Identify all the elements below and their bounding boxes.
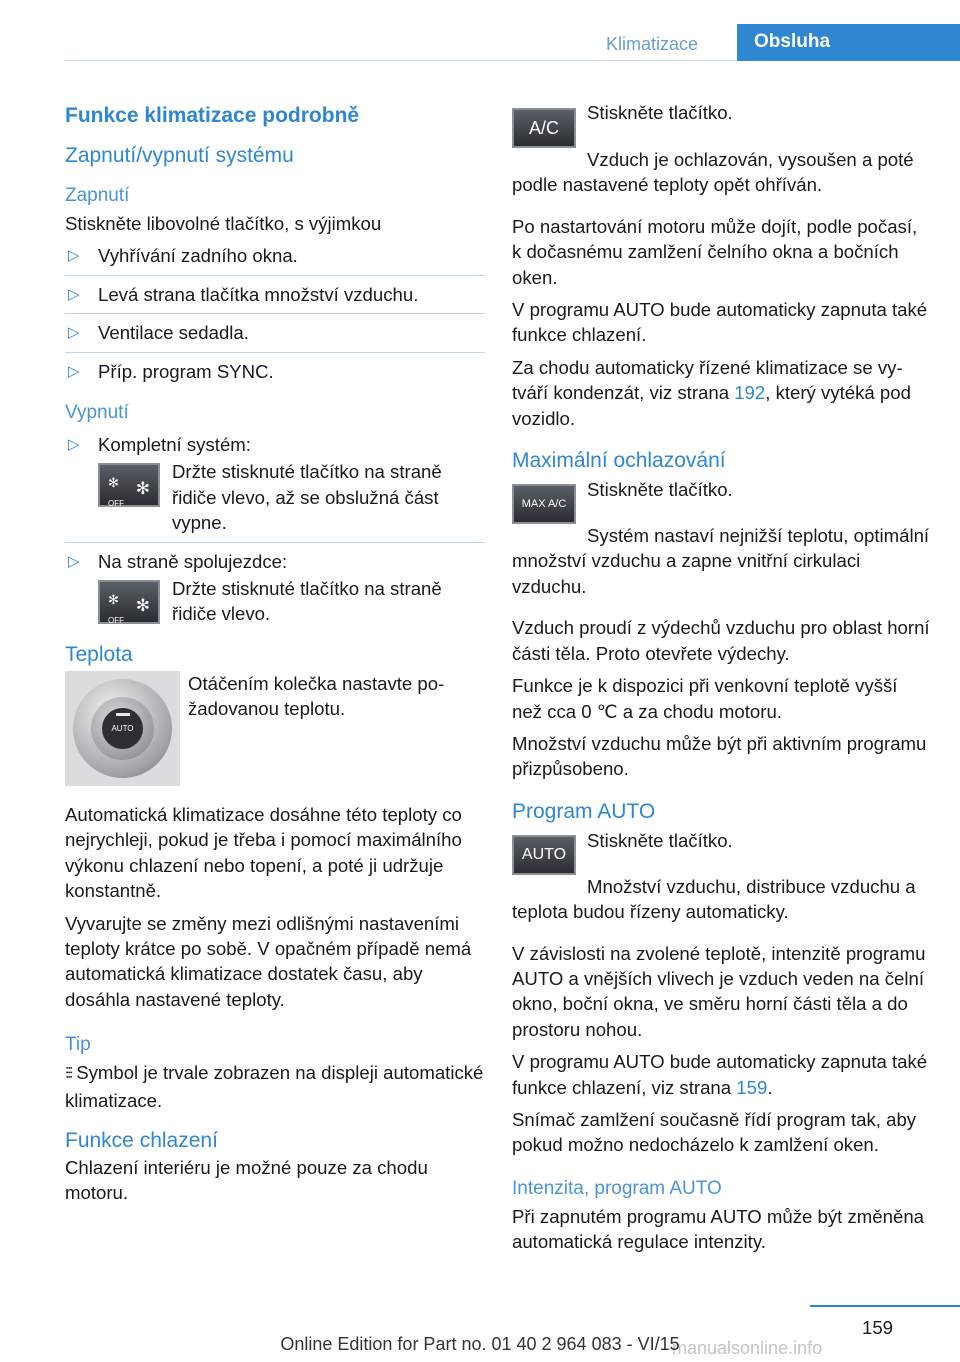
header-section: Klimatizace	[606, 34, 699, 54]
triangle-icon: ▷	[68, 324, 80, 342]
paragraph: V závislosti na zvolené teplotě, intenzitě programu AUTO a vnějších vlivech je vzduch veden na čelní okno, boční okna, ve směru horní části těla a do prostoru nohou.	[512, 942, 926, 1040]
on-heading: Zapnutí	[65, 185, 130, 206]
max-ac-button-image: MAX A/C	[512, 484, 576, 524]
auto-text: Množství vzduchu, distribuce vzduchu a teplota budou řízeny automaticky.	[512, 875, 916, 923]
footer-rule	[810, 1305, 960, 1307]
tip-heading: Tip	[65, 1034, 91, 1056]
page-link[interactable]: 192	[734, 382, 766, 404]
list-item: ▷ Příp. program SYNC.	[65, 359, 485, 384]
tip-text: ⫶⫶⫶ Symbol je trvale zobrazen na displeji automatické klimatizace.	[65, 1062, 484, 1111]
page-title: Funkce klimatizace podrobně	[65, 104, 360, 127]
list-item: ▷ Na straně spolujezdce: ✻ OFF ✻ Držte stisknuté tlačítko na straně řidiče vlevo.	[68, 550, 442, 626]
ac-text: Vzduch je ochlazován, vysoušen a poté podle nastavené teploty opět ohříván.	[512, 149, 914, 196]
temp-paragraph: Automatická klimatizace dosáhne této teploty co nejrychleji, pokud je třeba i pomocí maximálního výkonu chlazení nebo topení, a poté ji udržuje konstantně.	[65, 803, 462, 902]
paragraph: Za chodu automaticky řízené klimatizace se vytváří kondenzát, viz strana 192, který vytéká pod vozidlo.	[512, 356, 911, 429]
triangle-icon: ▷	[68, 552, 80, 570]
cool-text: Chlazení interiéru je možné pouze za chodu motoru.	[65, 1156, 428, 1204]
fan-icon: ✻	[108, 475, 119, 491]
auto-button-image: AUTO	[512, 835, 576, 875]
divider	[65, 352, 485, 353]
page-link[interactable]: 159	[736, 1076, 768, 1098]
paragraph: V programu AUTO bude automaticky zapnuta také funkce chlazení, viz strana 159.	[512, 1051, 928, 1098]
triangle-icon: ▷	[68, 285, 80, 303]
auto-heading: Program AUTO	[512, 799, 656, 823]
fan-icon: ✻	[135, 596, 150, 616]
list-item: ▷ Vyhřívání zadního okna.	[65, 243, 485, 268]
triangle-icon: ▷	[68, 362, 80, 380]
paragraph: Vzduch proudí z výdechů vzduchu pro oblast horní části těla. Proto otevřete výdechy.	[512, 617, 930, 664]
triangle-icon: ▷	[68, 436, 80, 454]
divider	[65, 542, 485, 543]
fan-icon: ✻	[108, 592, 119, 608]
temp-heading: Teplota	[65, 642, 133, 666]
cool-heading: Funkce chlazení	[65, 1128, 218, 1152]
intensity-heading: Intenzita, program AUTO	[512, 1177, 722, 1199]
temp-text: Otáčením kolečka nastavte požadovanou teplotu.	[188, 672, 445, 720]
temp-paragraph: Vyvarujte se změny mezi odlišnými nastaveními teploty krátce po sobě. V opačném případě nemá automatická klimatizace dostatek času, aby dosáhla nastavené teploty.	[65, 912, 472, 1010]
divider	[65, 313, 485, 314]
fan-icon: ✻	[135, 479, 150, 499]
footer-edition: Online Edition for Part no. 01 40 2 964 083 - VI/15	[280, 1334, 680, 1354]
divider	[65, 275, 485, 276]
condensation-icon: ⫶⫶⫶	[65, 1066, 72, 1084]
header-tab: Obsluha	[737, 24, 960, 61]
paragraph: Funkce je k dispozici při venkovní teplotě vyšší než cca 0 ℃ a za chodu motoru.	[512, 675, 898, 722]
right-column: A/C Stiskněte tlačítko. Vzduch je ochlazován, vysoušen a poté podle nastavené teploty opět ohříván. Po nastartování motoru může dojít, podle počasí, k dočasnému zamlžení čelního okna a bočních oken. V programu AUTO bude automaticky zapnuta také funkce chlazení. Za chodu automaticky řízené klimatizace se vytváří kondenzát, viz strana 192, který vytéká pod vozidlo. Maximální ochlazování MAX A/C Stiskněte tlačítko. Systém nastaví nejnižší teplotu, optimální množství vzduchu a zapne vnitřní cirkulaci vzduchu. Vzduch proudí z výdechů vzduchu pro oblast horní části těla. Proto otevřete výdechy. Funkce je k dispozici při venkovní teplotě vyšší než cca 0 ℃ a za chodu motoru. Množství vzduchu může být při aktivním programu přizpůsobeno. Program AUTO AUTO Stiskněte tlačítko. Množství vzduchu, distribuce vzduchu a teplota budou řízeny automaticky. V závislosti na zvolené teplotě, intenzitě programu AUTO a vnějších vlivech je vzduch veden na čelní okno, boční okna, ve směru horní části těla a do prostoru nohou. V programu AUTO bude automaticky zapnuta také funkce chlazení, viz strana 159. Snímač zamlžení současně řídí program tak, aby pokud možno nedocházelo k zamlžení oken. Intenzita, program AUTO Při zapnutém programu AUTO může být změněna automatická regulace intenzity.	[512, 100, 930, 1262]
off-heading: Vypnutí	[65, 402, 129, 424]
paragraph: Snímač zamlžení současně řídí program tak, aby pokud možno nedocházelo k zamlžení oken.	[512, 1108, 917, 1156]
paragraph: V programu AUTO bude automaticky zapnuta také funkce chlazení.	[512, 299, 928, 346]
on-text: Stiskněte libovolné tlačítko, s výjimkou	[65, 213, 382, 234]
triangle-icon: ▷	[68, 247, 80, 265]
list-item: ▷ Ventilace sedadla.	[65, 320, 485, 345]
paragraph: Množství vzduchu může být při aktivním programu přizpůsobeno.	[512, 732, 927, 780]
max-heading: Maximální ochlazování	[512, 449, 726, 473]
system-heading: Zapnutí/vypnutí systému	[65, 144, 294, 167]
watermark: manualsonline.info	[672, 1338, 823, 1358]
left-column	[65, 100, 485, 1213]
off-fan-button-image: ✻ OFF ✻	[98, 463, 160, 507]
paragraph: Po nastartování motoru může dojít, podle počasí, k dočasnému zamlžení čelního okna a bočních oken.	[512, 215, 918, 288]
temperature-dial-image: AUTO	[65, 671, 180, 786]
max-text: Systém nastaví nejnižší teplotu, optimální množství vzduchu a zapne vnitřní cirkulaci vzduchu.	[512, 525, 930, 597]
list-item: ▷ Kompletní systém: ✻ OFF ✻ Držte stisknuté tlačítko na straně řidiče vlevo, až se obslužná část vypne.	[68, 434, 442, 534]
list-item: ▷ Levá strana tlačítka množství vzduchu.	[65, 282, 485, 307]
page-number: 159	[862, 1317, 894, 1338]
off-fan-button-image: ✻ OFF ✻	[98, 580, 160, 624]
intensity-text: Při zapnutém programu AUTO může být změněna automatická regulace intenzity.	[512, 1205, 925, 1253]
ac-button-image: A/C	[512, 108, 576, 148]
